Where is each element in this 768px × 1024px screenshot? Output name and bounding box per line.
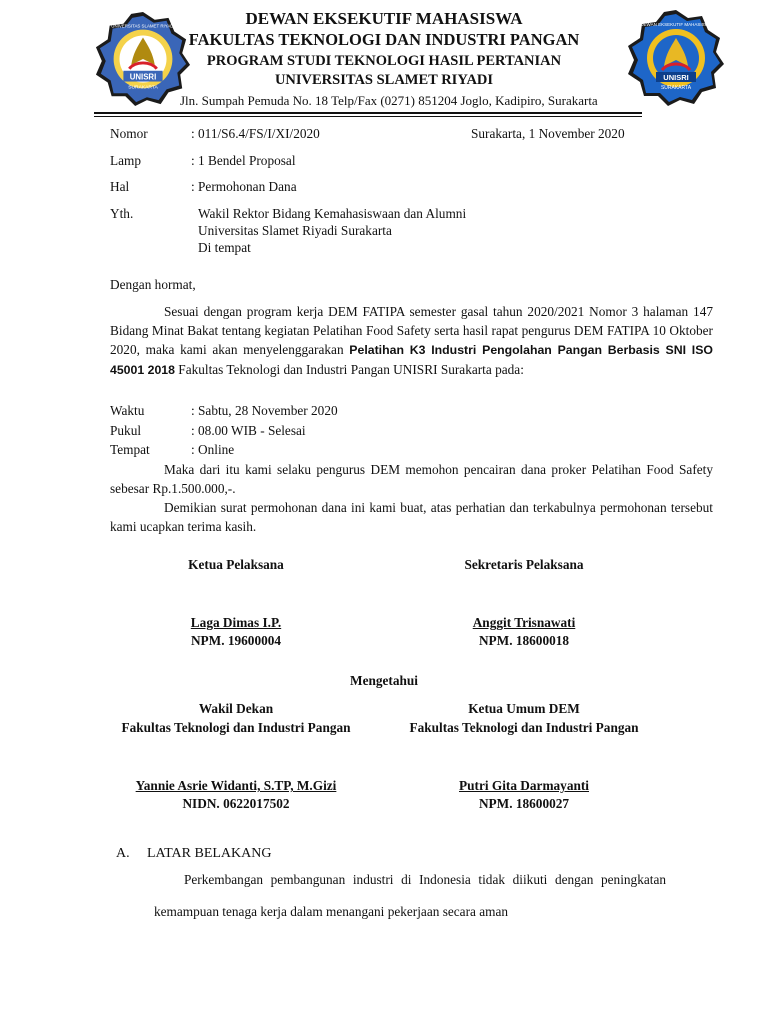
pukul-label: Pukul — [110, 423, 142, 438]
section-paragraph: Perkembangan pembangunan industri di Indonesia tidak diikuti dengan peningkatan kemampuan tenaga kerja dalam menangani pekerjaan secara aman — [154, 872, 666, 919]
header-divider-thick — [94, 112, 642, 114]
ketua-umum-dem-title: Ketua Umum DEM — [468, 701, 580, 716]
greeting: Dengan hormat, — [110, 277, 196, 292]
sekretaris-pelaksana-npm: NPM. 18600018 — [478, 633, 570, 648]
header-divider-thin — [94, 116, 642, 117]
ketua-umum-dem-name: Putri Gita Darmayanti — [459, 778, 589, 793]
lamp-value: : 1 Bendel Proposal — [191, 153, 296, 168]
pukul-value: : 08.00 WIB - Selesai — [191, 423, 306, 438]
paragraph-intro — [110, 302, 713, 380]
header-faculty: FAKULTAS TEKNOLOGI DAN INDUSTRI PANGAN — [188, 30, 580, 49]
right-logo-label: UNISRI — [663, 73, 689, 82]
sekretaris-pelaksana-name: Anggit Trisnawati — [472, 615, 576, 630]
paragraph-request: Maka dari itu kami selaku pengurus DEM memohon pencairan dana proker Pelatihan Food Safety sebesar Rp.1.500.000,-. — [110, 462, 713, 496]
letter-date: Surakarta, 1 November 2020 — [471, 126, 625, 141]
event-title: Pelatihan K3 Industri Pengolahan Pangan Berbasis SNI ISO 45001 2018 — [110, 343, 713, 377]
recipient-line-1: Wakil Rektor Bidang Kemahasiswaan dan Alumni — [198, 206, 467, 221]
wakil-dekan-name: Yannie Asrie Widanti, S.TP, M.Gizi — [135, 778, 337, 793]
left-logo-ring-text: UNIVERSITAS SLAMET RIYADI — [111, 23, 175, 29]
wakil-dekan-title: Wakil Dekan — [198, 701, 274, 716]
tempat-value: : Online — [191, 442, 235, 457]
wakil-dekan-faculty: Fakultas Teknologi dan Industri Pangan — [121, 720, 351, 735]
paragraph-intro-start: Sesuai dengan program kerja DEM FATIPA semester gasal tahun 2020/2021 Nomor 3 halaman 147 Bidang Minat Bakat tentang kegiatan Pelatihan Food Safety serta hasil rapat pengurus DEM FATIPA 10 Oktober 2020, maka kami akan menyelenggarakan — [110, 304, 713, 357]
recipient-line-2: Universitas Slamet Riyadi Surakarta — [198, 223, 392, 238]
right-logo-ring-text: DEWAN EKSEKUTIF MAHASISWA — [640, 22, 712, 27]
tempat-label: Tempat — [110, 442, 150, 457]
paragraph-intro-end: Fakultas Teknologi dan Industri Pangan UNISRI Surakarta pada: — [174, 362, 524, 377]
hal-value: : Permohonan Dana — [191, 179, 297, 194]
ketua-pelaksana-name: Laga Dimas I.P. — [190, 615, 282, 630]
lamp-label: Lamp — [110, 153, 142, 168]
left-logo-label: UNISRI — [129, 72, 157, 82]
waktu-value: : Sabtu, 28 November 2020 — [191, 403, 338, 418]
header-address: Jln. Sumpah Pemuda No. 18 Telp/Fax (0271) 851204 Joglo, Kadipiro, Surakarta — [180, 93, 598, 108]
ketua-pelaksana-npm: NPM. 19600004 — [190, 633, 282, 648]
ketua-pelaksana-title: Ketua Pelaksana — [188, 557, 284, 572]
left-logo-sub: SURAKARTA — [128, 85, 158, 91]
wakil-dekan-nidn: NIDN. 0622017502 — [182, 796, 290, 811]
section-title: LATAR BELAKANG — [147, 846, 272, 861]
header-program: PROGRAM STUDI TEKNOLOGI HASIL PERTANIAN — [206, 53, 562, 69]
header-org-name: DEWAN EKSEKUTIF MAHASISWA — [245, 9, 523, 28]
nomor-label: Nomor — [110, 126, 148, 141]
nomor-value: : 011/S6.4/FS/I/XI/2020 — [191, 126, 320, 141]
paragraph-closing: Demikian surat permohonan dana ini kami buat, atas perhatian dan terkabulnya permohonan tersebut kami ucapkan terima kasih. — [110, 500, 713, 534]
section-number: A. — [116, 846, 130, 861]
hal-label: Hal — [110, 179, 130, 194]
sekretaris-pelaksana-title: Sekretaris Pelaksana — [464, 557, 584, 572]
header-university: UNIVERSITAS SLAMET RIYADI — [274, 72, 494, 88]
ketua-umum-dem-npm: NPM. 18600027 — [478, 796, 570, 811]
yth-label: Yth. — [110, 206, 134, 221]
right-logo-sub: SURAKARTA — [660, 85, 692, 91]
mengetahui-label: Mengetahui — [350, 673, 418, 688]
recipient-line-3: Di tempat — [198, 240, 251, 255]
ketua-umum-dem-faculty: Fakultas Teknologi dan Industri Pangan — [409, 720, 639, 735]
waktu-label: Waktu — [110, 403, 145, 418]
